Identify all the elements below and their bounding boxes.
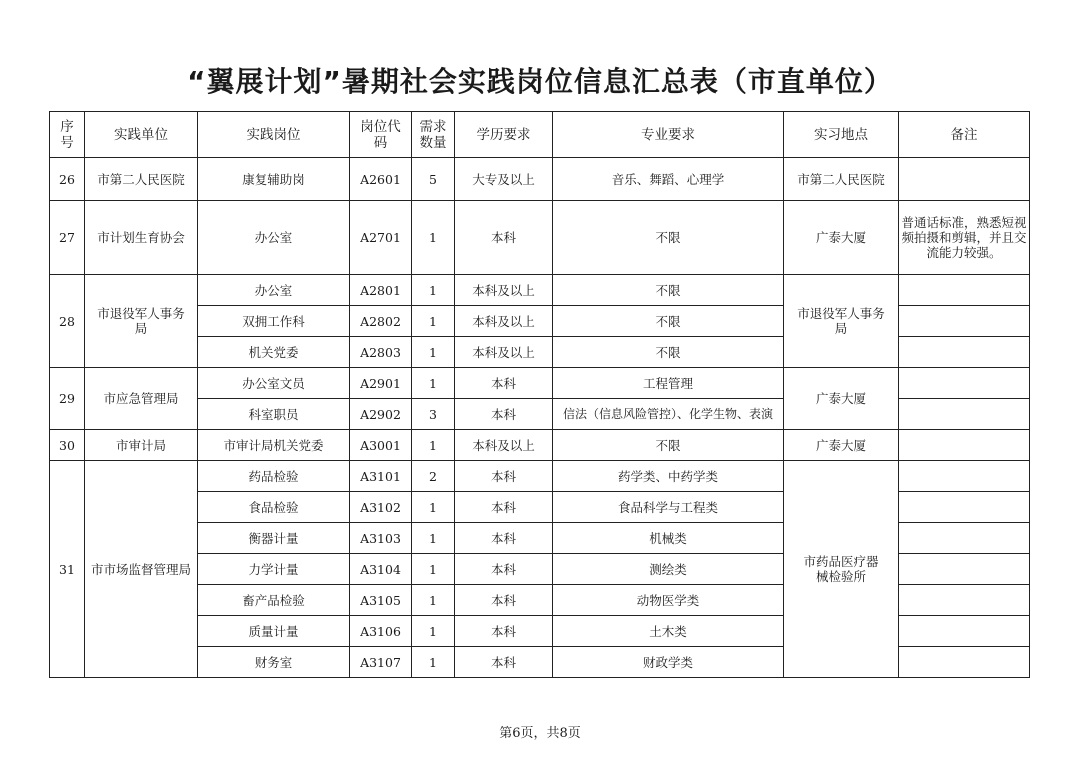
cell-position: 力学计量 [198, 554, 350, 585]
cell-remarks [899, 492, 1030, 523]
cell-count: 3 [412, 399, 455, 430]
cell-count: 5 [412, 158, 455, 201]
cell-position: 市审计局机关党委 [198, 430, 350, 461]
header-remarks: 备注 [899, 112, 1030, 158]
cell-remarks [899, 368, 1030, 399]
header-code: 岗位代码 [350, 112, 412, 158]
header-position: 实践岗位 [198, 112, 350, 158]
cell-position: 衡器计量 [198, 523, 350, 554]
cell-major: 不限 [553, 337, 784, 368]
cell-remarks [899, 616, 1030, 647]
cell-code: A3107 [350, 647, 412, 678]
cell-remarks [899, 430, 1030, 461]
cell-code: A3101 [350, 461, 412, 492]
cell-code: A3103 [350, 523, 412, 554]
page-footer: 第6页，共8页 [499, 726, 581, 741]
cell-position: 办公室 [198, 275, 350, 306]
cell-location: 市退役军人事务局 [784, 275, 899, 368]
cell-count: 1 [412, 306, 455, 337]
cell-education: 本科 [455, 461, 553, 492]
cell-major: 信法（信息风险管控）、化学生物、表演 [553, 399, 784, 430]
cell-major: 音乐、舞蹈、心理学 [553, 158, 784, 201]
table-row [50, 368, 1030, 399]
cell-remarks: 普通话标准，熟悉短视频拍摄和剪辑，并且交流能力较强。 [899, 201, 1030, 275]
cell-count: 1 [412, 616, 455, 647]
cell-major: 土木类 [553, 616, 784, 647]
cell-position: 双拥工作科 [198, 306, 350, 337]
cell-unit: 市审计局 [85, 430, 198, 461]
cell-count: 2 [412, 461, 455, 492]
cell-remarks [899, 306, 1030, 337]
cell-major: 药学类、中药学类 [553, 461, 784, 492]
cell-position: 质量计量 [198, 616, 350, 647]
cell-major: 不限 [553, 306, 784, 337]
cell-remarks [899, 554, 1030, 585]
cell-location: 广泰大厦 [784, 201, 899, 275]
cell-remarks [899, 461, 1030, 492]
cell-major: 不限 [553, 430, 784, 461]
cell-position: 科室职员 [198, 399, 350, 430]
cell-position: 办公室文员 [198, 368, 350, 399]
cell-seq: 31 [50, 461, 85, 678]
cell-count: 1 [412, 368, 455, 399]
cell-count: 1 [412, 554, 455, 585]
cell-major: 动物医学类 [553, 585, 784, 616]
cell-remarks [899, 523, 1030, 554]
cell-remarks [899, 647, 1030, 678]
table-header-row [50, 112, 1030, 158]
cell-count: 1 [412, 337, 455, 368]
cell-major: 测绘类 [553, 554, 784, 585]
cell-count: 1 [412, 647, 455, 678]
cell-code: A3106 [350, 616, 412, 647]
cell-position: 办公室 [198, 201, 350, 275]
header-count: 需求数量 [412, 112, 455, 158]
cell-seq: 29 [50, 368, 85, 430]
cell-code: A2901 [350, 368, 412, 399]
cell-location: 广泰大厦 [784, 368, 899, 430]
cell-education: 本科及以上 [455, 306, 553, 337]
cell-count: 1 [412, 430, 455, 461]
cell-location: 市药品医疗器械检验所 [784, 461, 899, 678]
cell-major: 机械类 [553, 523, 784, 554]
cell-education: 大专及以上 [455, 158, 553, 201]
header-seq: 序号 [50, 112, 85, 158]
page-title: “翼展计划”暑期社会实践岗位信息汇总表（市直单位） [187, 65, 893, 98]
header-location: 实习地点 [784, 112, 899, 158]
cell-major: 财政学类 [553, 647, 784, 678]
cell-education: 本科 [455, 616, 553, 647]
cell-remarks [899, 585, 1030, 616]
cell-major: 食品科学与工程类 [553, 492, 784, 523]
cell-position: 财务室 [198, 647, 350, 678]
cell-education: 本科 [455, 523, 553, 554]
table-row [50, 461, 1030, 492]
cell-position: 畜产品检验 [198, 585, 350, 616]
positions-table [49, 111, 1030, 678]
cell-position: 机关党委 [198, 337, 350, 368]
cell-major: 工程管理 [553, 368, 784, 399]
cell-code: A2801 [350, 275, 412, 306]
cell-remarks [899, 399, 1030, 430]
header-education: 学历要求 [455, 112, 553, 158]
cell-education: 本科 [455, 585, 553, 616]
cell-remarks [899, 275, 1030, 306]
cell-remarks [899, 158, 1030, 201]
table-row [50, 275, 1030, 306]
cell-count: 1 [412, 492, 455, 523]
cell-unit: 市应急管理局 [85, 368, 198, 430]
cell-count: 1 [412, 585, 455, 616]
cell-code: A3001 [350, 430, 412, 461]
cell-count: 1 [412, 275, 455, 306]
cell-education: 本科 [455, 368, 553, 399]
cell-code: A2902 [350, 399, 412, 430]
header-major: 专业要求 [553, 112, 784, 158]
cell-unit: 市市场监督管理局 [85, 461, 198, 678]
table-row [50, 158, 1030, 201]
cell-education: 本科及以上 [455, 430, 553, 461]
cell-unit: 市退役军人事务局 [85, 275, 198, 368]
cell-position: 食品检验 [198, 492, 350, 523]
cell-remarks [899, 337, 1030, 368]
cell-seq: 28 [50, 275, 85, 368]
cell-education: 本科 [455, 647, 553, 678]
cell-unit: 市计划生育协会 [85, 201, 198, 275]
cell-major: 不限 [553, 275, 784, 306]
table-row [50, 430, 1030, 461]
cell-education: 本科 [455, 554, 553, 585]
cell-location: 广泰大厦 [784, 430, 899, 461]
cell-code: A2802 [350, 306, 412, 337]
cell-education: 本科 [455, 399, 553, 430]
header-unit: 实践单位 [85, 112, 198, 158]
cell-education: 本科 [455, 492, 553, 523]
cell-major: 不限 [553, 201, 784, 275]
cell-position: 药品检验 [198, 461, 350, 492]
cell-seq: 26 [50, 158, 85, 201]
cell-education: 本科及以上 [455, 337, 553, 368]
table-row [50, 201, 1030, 275]
cell-code: A3105 [350, 585, 412, 616]
cell-code: A2701 [350, 201, 412, 275]
cell-seq: 30 [50, 430, 85, 461]
cell-unit: 市第二人民医院 [85, 158, 198, 201]
cell-education: 本科 [455, 201, 553, 275]
cell-count: 1 [412, 201, 455, 275]
cell-code: A2601 [350, 158, 412, 201]
cell-position: 康复辅助岗 [198, 158, 350, 201]
cell-count: 1 [412, 523, 455, 554]
cell-code: A2803 [350, 337, 412, 368]
cell-code: A3104 [350, 554, 412, 585]
cell-code: A3102 [350, 492, 412, 523]
cell-education: 本科及以上 [455, 275, 553, 306]
cell-seq: 27 [50, 201, 85, 275]
cell-location: 市第二人民医院 [784, 158, 899, 201]
